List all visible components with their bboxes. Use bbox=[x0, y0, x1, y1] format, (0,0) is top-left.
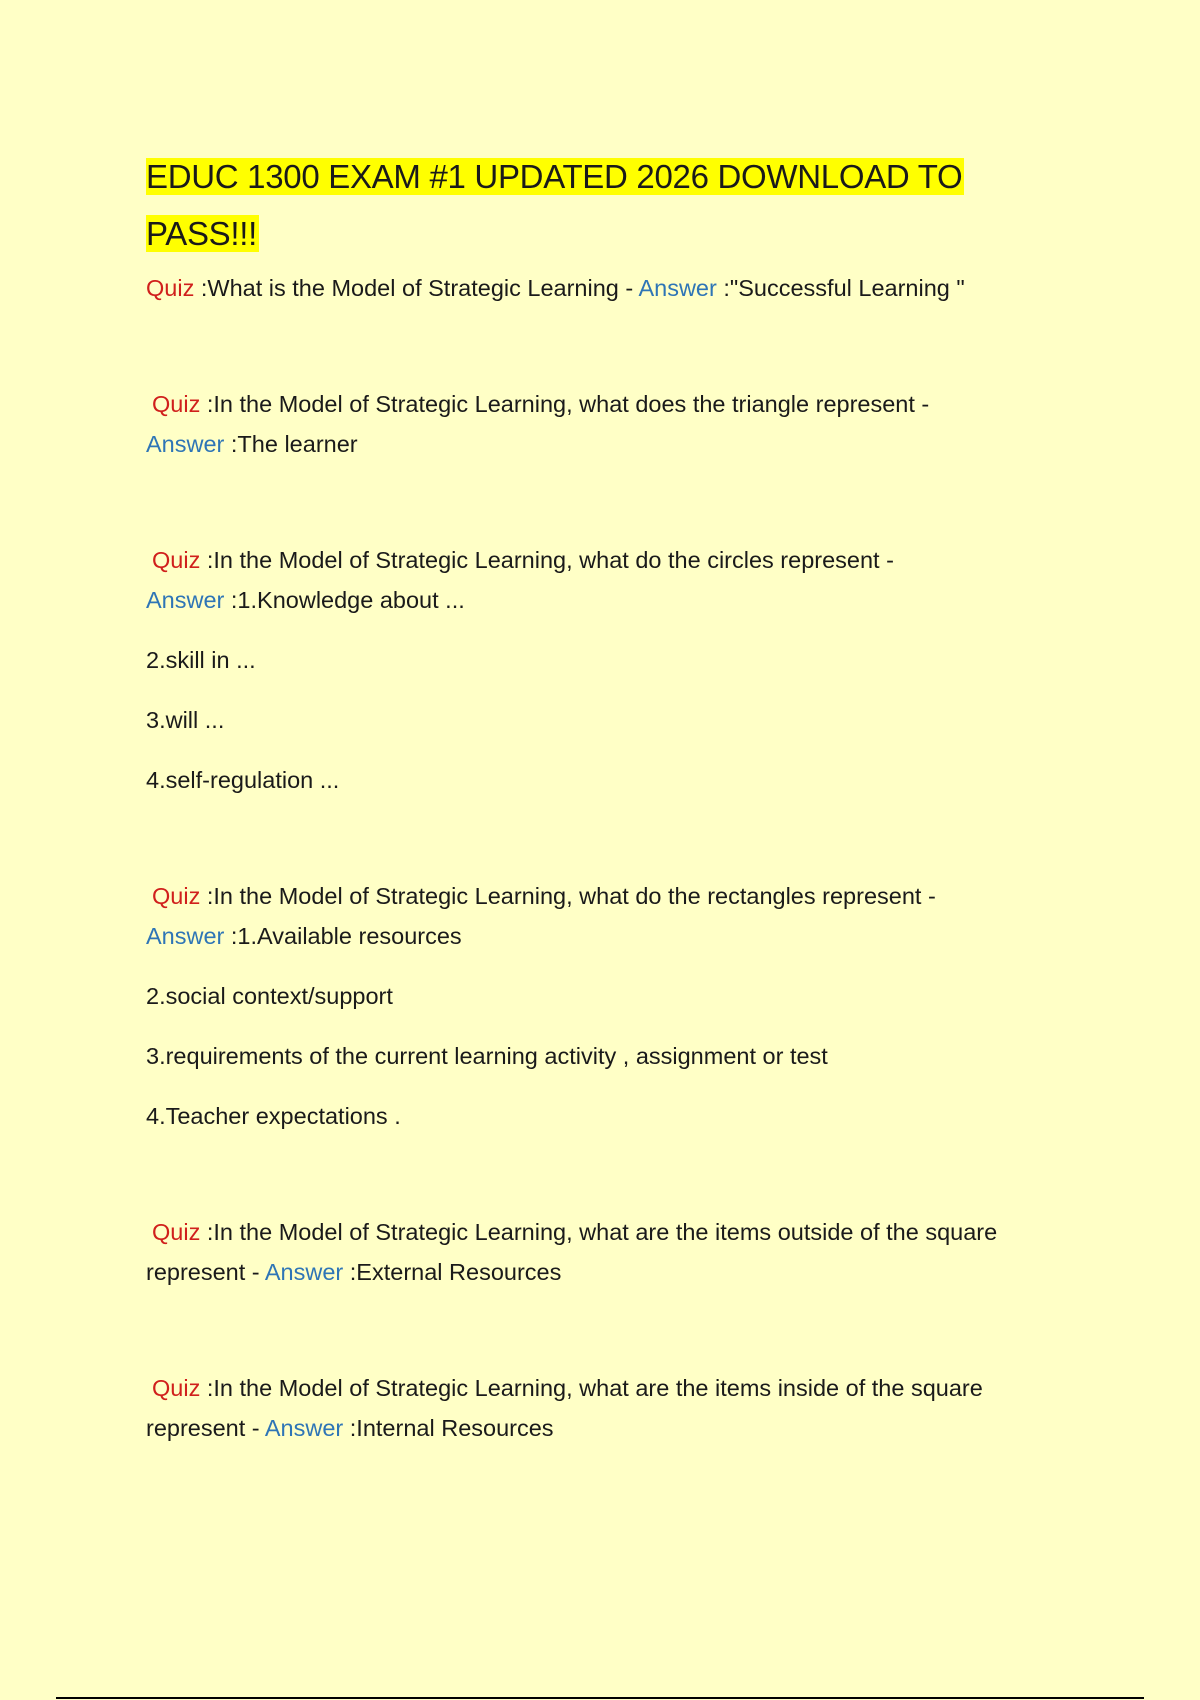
qa-line bbox=[146, 384, 1066, 464]
answer-text: :1.Available resources bbox=[224, 923, 462, 949]
question-text: :In the Model of Strategic Learning, what are the items inside of the square represent - bbox=[146, 1375, 983, 1441]
answer-continuation: 3.will ... bbox=[146, 707, 225, 733]
answer-label: Answer bbox=[264, 1259, 344, 1285]
question-text: :In the Model of Strategic Learning, what does the triangle represent - bbox=[200, 391, 930, 417]
answer-text: :Internal Resources bbox=[343, 1415, 554, 1441]
question-text: :What is the Model of Strategic Learning - bbox=[194, 275, 639, 301]
quiz-label: Quiz bbox=[152, 1219, 201, 1245]
answer-continuation: 4.Teacher expectations . bbox=[146, 1103, 401, 1129]
title-highlight: EDUC 1300 EXAM #1 UPDATED 2026 DOWNLOAD TO PASS!!! bbox=[146, 158, 963, 252]
question-text: :In the Model of Strategic Learning, what do the circles represent - bbox=[200, 547, 894, 573]
answer-text: :"Successful Learning " bbox=[716, 275, 965, 301]
answer-text: :The learner bbox=[224, 431, 358, 457]
answer-label: Answer bbox=[146, 587, 225, 613]
qa-item bbox=[146, 1212, 1066, 1292]
quiz-label: Quiz bbox=[152, 547, 201, 573]
question-text: :In the Model of Strategic Learning, what are the items outside of the square represent - bbox=[146, 1219, 998, 1285]
answer-label: Answer bbox=[146, 923, 225, 949]
document-title bbox=[146, 148, 1066, 262]
answer-continuation: 3.requirements of the current learning activity , assignment or test bbox=[146, 1043, 828, 1069]
qa-item bbox=[146, 1368, 1066, 1448]
quiz-label: Quiz bbox=[146, 275, 195, 301]
answer-continuation: 2.social context/support bbox=[146, 983, 393, 1009]
qa-item bbox=[146, 540, 1066, 800]
quiz-label: Quiz bbox=[152, 391, 201, 417]
qa-line bbox=[146, 876, 1066, 956]
footer-rule bbox=[56, 1697, 1144, 1699]
qa-item bbox=[146, 268, 1066, 308]
answer-label: Answer bbox=[146, 431, 225, 457]
answer-continuation: 2.skill in ... bbox=[146, 647, 256, 673]
qa-item bbox=[146, 384, 1066, 464]
answer-text: :External Resources bbox=[343, 1259, 562, 1285]
answer-label: Answer bbox=[638, 275, 717, 301]
question-text: :In the Model of Strategic Learning, what do the rectangles represent - bbox=[200, 883, 936, 909]
quiz-label: Quiz bbox=[152, 1375, 201, 1401]
qa-item bbox=[146, 876, 1066, 1136]
document-page bbox=[146, 148, 1066, 1448]
answer-text: :1.Knowledge about ... bbox=[224, 587, 465, 613]
qa-line bbox=[146, 1212, 1066, 1292]
qa-line bbox=[146, 540, 1066, 620]
quiz-label: Quiz bbox=[152, 883, 201, 909]
answer-label: Answer bbox=[264, 1415, 344, 1441]
qa-line bbox=[146, 1368, 1066, 1448]
qa-line bbox=[146, 268, 1066, 308]
answer-continuation: 4.self-regulation ... bbox=[146, 767, 340, 793]
